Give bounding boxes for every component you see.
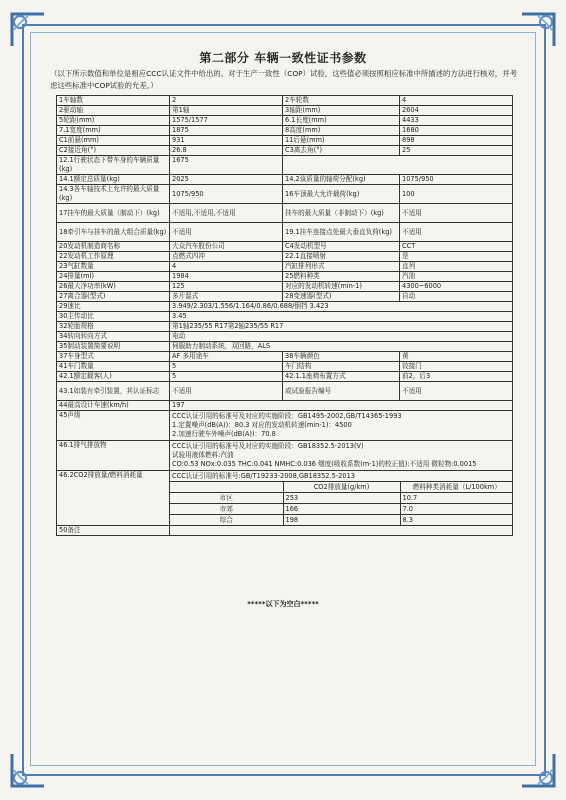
cell-label: 12.1行驶状态下带车身的车辆质量(kg): [57, 156, 170, 175]
cell-value: 是: [400, 252, 513, 262]
cell-label: 34转向转向方式: [57, 332, 170, 342]
co2-header: CO2排放量(g/km): [283, 482, 400, 493]
table-row: [57, 223, 513, 242]
cell-label: C4发动机型号: [283, 242, 400, 252]
cell-label: 16车顶最大允许载荷(kg): [283, 185, 400, 204]
table-row: [57, 252, 513, 262]
cell-value: 不适用: [170, 223, 283, 242]
cell-value: 1680: [400, 126, 513, 136]
cell-label: C1前悬(mm): [57, 136, 170, 146]
cell-value: 25: [400, 146, 513, 156]
cell-value: 汽油: [400, 272, 513, 282]
fuel-header: 燃料种类消耗量（L/100km）: [400, 482, 513, 493]
cell-label: 14.3各车轴技术上允许的最大质量(kg): [57, 185, 170, 204]
cell-value: 1075/950: [400, 175, 513, 185]
table-row: [57, 126, 513, 136]
cell-value: 前2，后3: [400, 372, 513, 382]
ornament-corner-icon: [10, 752, 46, 788]
cell-value: AF 多用途车: [170, 352, 283, 362]
cell-value: 100: [400, 185, 513, 204]
cell-label: 1车轴数: [57, 96, 170, 106]
co2-standard: CCC认证引用的标准号:GB/T19233-2008,GB18352.5-2013: [172, 471, 355, 480]
cell-value: 26.8: [170, 146, 283, 156]
table-row: [57, 146, 513, 156]
co2-value: 166: [283, 504, 400, 515]
cell-value: 不适用: [400, 204, 513, 223]
cell-label: 对应的发动机转速(min-1): [283, 282, 400, 292]
cell-label: 30主传动比: [57, 312, 170, 322]
cell-value: 不适用: [170, 382, 283, 401]
cell-label: 50备注: [57, 526, 170, 536]
noise-line: 2.加速行驶车外噪声(dB(A))：70.8: [172, 430, 276, 438]
cell-value: 2: [170, 96, 283, 106]
cell-label: 20发动机制造商名称: [57, 242, 170, 252]
cell-label: 5轮距(mm): [57, 116, 170, 126]
table-row: [57, 312, 513, 322]
emission-line: 试验用液体燃料:汽油: [172, 451, 234, 459]
cell-value: 5: [170, 372, 283, 382]
cell-label: 3轴距(mm): [283, 106, 400, 116]
co2-value: 253: [283, 493, 400, 504]
table-row: [57, 322, 513, 332]
ornament-corner-icon: [520, 12, 556, 48]
cell-value: 自动: [400, 292, 513, 302]
noise-line: CCC认证引用的标准号及对应的实施阶段：GB1495-2002,GB/T14365-1993: [172, 412, 402, 420]
table-row: [57, 292, 513, 302]
table-row: [57, 106, 513, 116]
cell-value: 不适用: [400, 382, 513, 401]
cell-value: 3.949/2.303/1.556/1.164/0.86/0.688/倒挡 3.423: [170, 302, 513, 312]
fuel-value: 7.0: [400, 504, 513, 515]
co2-row-name: 市郊: [170, 504, 283, 515]
table-row: [57, 262, 513, 272]
cell-label: 挂车的最大质量（非制动下）(kg): [283, 204, 400, 223]
table-row: [57, 332, 513, 342]
cell-value: 伺服助力制动系统，双回路，ALS: [170, 342, 513, 352]
table-row: [57, 204, 513, 223]
table-row: [57, 352, 513, 362]
cell-label: 42.1.1座椅布置方式: [283, 372, 400, 382]
cell-label: C3离去角(°): [283, 146, 400, 156]
cell-label: 29速比: [57, 302, 170, 312]
table-row: [57, 185, 513, 204]
cell-value: 大众汽车股份公司: [170, 242, 283, 252]
parameter-table: [56, 95, 513, 536]
co2-subtable: [170, 471, 513, 525]
cell-value: 1875: [170, 126, 283, 136]
cell-value: 4: [400, 96, 513, 106]
cell-label: 35制动装置简要说明: [57, 342, 170, 352]
cell-value: 第1轴235/55 R17第2轴235/55 R17: [170, 322, 513, 332]
cell-value: 电动: [170, 332, 513, 342]
cell-empty: [283, 156, 513, 175]
table-row: [57, 526, 513, 536]
emission-details: [170, 441, 513, 471]
cell-label: 24排量(ml): [57, 272, 170, 282]
page-title: 第二部分 车辆一致性证书参数: [199, 51, 367, 65]
ornament-corner-icon: [10, 12, 46, 48]
cell-label: 19.1挂车连接点处最大垂直负荷(kg): [283, 223, 400, 242]
cell-value: 4300~6000: [400, 282, 513, 292]
cell-empty: [170, 482, 283, 493]
cell-label: 32轮胎规格: [57, 322, 170, 332]
table-row: [57, 441, 513, 471]
cell-label: 44最高设计车速(km/h): [57, 401, 170, 411]
cell-label: 45声级: [57, 411, 170, 441]
cell-value: 4433: [400, 116, 513, 126]
cell-label: 46.2CO2排放量/燃料消耗量: [57, 471, 170, 526]
emission-line: CO:0.53 NOx:0.035 THC:0.041 NMHC:0.036 烟度(吸收系数(m-1)的校正值):不适用 微粒物:0.0015: [172, 460, 477, 468]
cell-label: 2驱动轴: [57, 106, 170, 116]
cell-label: 7.1宽度(mm): [57, 126, 170, 136]
cell-value: [170, 526, 513, 536]
table-row: [57, 382, 513, 401]
cell-value: 不适用,不适用,不适用: [170, 204, 283, 223]
table-row: [57, 282, 513, 292]
cell-label: 汽缸排列形式: [283, 262, 400, 272]
co2-row-name: 综合: [170, 515, 283, 526]
cell-label: 41车门数量: [57, 362, 170, 372]
ornament-corner-icon: [520, 752, 556, 788]
cell-value: 3.45: [170, 312, 513, 322]
table-row: [57, 471, 513, 526]
cell-label: 或试验报告编号: [283, 382, 400, 401]
cell-value: 5: [170, 362, 283, 372]
cell-label: 25燃料种类: [283, 272, 400, 282]
cell-label: 23气缸数量: [57, 262, 170, 272]
table-row: [57, 342, 513, 352]
noise-line: 1.定置噪声(dB(A))：80.3 对应的发动机转速(min-1)：4500: [172, 421, 352, 429]
cell-label: 27离合器(型式): [57, 292, 170, 302]
cell-value: 点燃式四冲: [170, 252, 283, 262]
table-row: [57, 175, 513, 185]
cell-value: CCT: [400, 242, 513, 252]
cell-label: 38车辆颜色: [283, 352, 400, 362]
cell-value: 2025: [170, 175, 283, 185]
cell-value: 1075/950: [170, 185, 283, 204]
cell-value: 多片湿式: [170, 292, 283, 302]
cell-label: 28变速器(型式): [283, 292, 400, 302]
cell-label: 车门结构: [283, 362, 400, 372]
cell-value: 898: [400, 136, 513, 146]
table-row: [57, 302, 513, 312]
table-row: [57, 156, 513, 175]
noise-details: [170, 411, 513, 441]
co2-row-name: 市区: [170, 493, 283, 504]
fuel-value: 10.7: [400, 493, 513, 504]
table-row: [57, 96, 513, 106]
co2-block: [170, 471, 513, 526]
cell-label: 46.1排气排放物: [57, 441, 170, 471]
cell-value: 1984: [170, 272, 283, 282]
emission-line: CCC认证引用的标准号及对应的实施阶段：GB18352.5-2013(V): [172, 442, 364, 450]
cell-value: 第1轴: [170, 106, 283, 116]
cell-value: 1675: [170, 156, 283, 175]
cell-value: 1575/1577: [170, 116, 283, 126]
cell-value: 黄: [400, 352, 513, 362]
cell-label: C2接近角(°): [57, 146, 170, 156]
intro-note: （以下所示数值和单位是相应CCC认证文件中给出的。对于生产一致性（COP）试验，这些值必须按照相应标准中所描述的方法进行核对，并考虑这些标准中COP试验的允差。）: [50, 69, 517, 90]
cell-label: 18牵引车与挂车的最大组合质量(kg): [57, 223, 170, 242]
table-row: [57, 116, 513, 126]
cell-label: 42.1额定载客(人): [57, 372, 170, 382]
cell-label: 26最大净功率(kW): [57, 282, 170, 292]
table-row: [57, 411, 513, 441]
co2-value: 198: [283, 515, 400, 526]
cell-label: 43.1如装有牵引装置，其认证标志: [57, 382, 170, 401]
cell-label: 22发动机工作原理: [57, 252, 170, 262]
fuel-value: 8.3: [400, 515, 513, 526]
table-row: [57, 242, 513, 252]
cell-label: 11后悬(mm): [283, 136, 400, 146]
cell-label: 8高度(mm): [283, 126, 400, 136]
cell-value: 直列: [400, 262, 513, 272]
cell-value: 931: [170, 136, 283, 146]
cell-label: 2车轮数: [283, 96, 400, 106]
cell-value: 不适用: [400, 223, 513, 242]
cell-label: 6.1长度(mm): [283, 116, 400, 126]
table-row: [57, 401, 513, 411]
end-marker: *****以下为空白*****: [247, 600, 319, 608]
cell-label: 17挂车的最大质量（制动下）(kg): [57, 204, 170, 223]
table-row: [57, 372, 513, 382]
cell-value: 197: [170, 401, 513, 411]
table-row: [57, 362, 513, 372]
cell-value: 125: [170, 282, 283, 292]
cell-label: 37车身型式: [57, 352, 170, 362]
cell-label: 14.1额定总质量(kg): [57, 175, 170, 185]
table-row: [57, 272, 513, 282]
table-row: [57, 136, 513, 146]
cell-value: 4: [170, 262, 283, 272]
cell-label: 14.2该质量的轴荷分配(kg): [283, 175, 400, 185]
cell-label: 22.1直接喷射: [283, 252, 400, 262]
cell-value: 2604: [400, 106, 513, 116]
cell-value: 铰接门: [400, 362, 513, 372]
